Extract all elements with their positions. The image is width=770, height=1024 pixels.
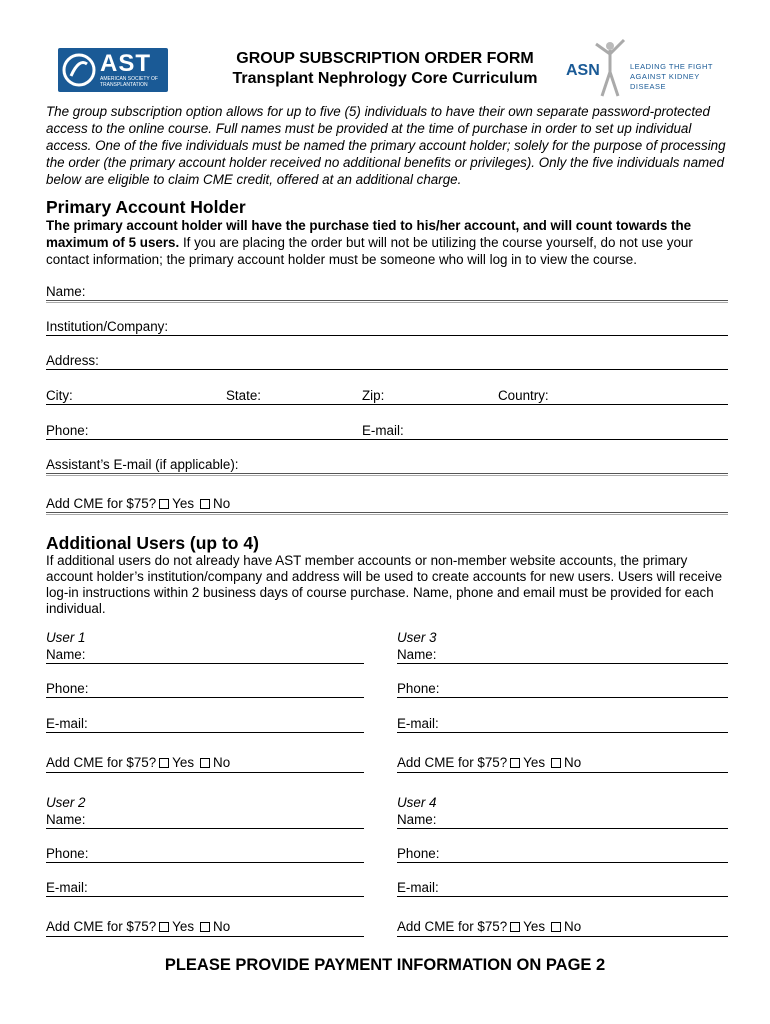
user-2-name-label: Name:	[46, 812, 86, 827]
user-3-label: User 3	[397, 630, 437, 645]
address-label: Address:	[46, 353, 99, 368]
email-label: E-mail:	[362, 423, 404, 438]
additional-section-title: Additional Users (up to 4)	[46, 533, 259, 553]
user-2-email-label: E-mail:	[46, 880, 88, 895]
asn-logo-text: ASN	[566, 62, 600, 79]
phone-label: Phone:	[46, 423, 89, 438]
name-field[interactable]	[46, 300, 728, 301]
primary-cme-option: Add CME for $75? Yes No	[46, 496, 231, 511]
ast-logo-subtext: AMERICAN SOCIETY OF TRANSPLANTATION	[100, 76, 158, 88]
ast-logo-text: AST	[100, 50, 151, 77]
user-4-cme-option: Add CME for $75? Yes No	[397, 919, 582, 934]
user-3-name-label: Name:	[397, 647, 437, 662]
user-2-phone-field[interactable]	[46, 862, 364, 863]
primary-cme-line	[46, 512, 728, 513]
ast-emblem-icon	[62, 52, 96, 88]
user-1-name-label: Name:	[46, 647, 86, 662]
user-4-cme-yes-checkbox[interactable]	[510, 922, 520, 932]
primary-cme-no-checkbox[interactable]	[200, 499, 210, 509]
user-1-cme-no-checkbox[interactable]	[200, 758, 210, 768]
user-4-phone-field[interactable]	[397, 862, 728, 863]
zip-label: Zip:	[362, 388, 385, 403]
user-3-name-field[interactable]	[397, 663, 728, 664]
form-title: GROUP SUBSCRIPTION ORDER FORM	[236, 50, 534, 67]
name-label: Name:	[46, 284, 86, 299]
assistant-email-label: Assistant’s E-mail (if applicable):	[46, 457, 239, 472]
intro-paragraph: The group subscription option allows for up to five (5) individuals to have their own separate password-protected access to the online course. Full names must be provided at the time of purchase in order to set up individual access. One of the five individuals must be named the primary account holder; solely for the purpose of processing the order (the primary account holder received no additional benefits or privileges). Only the five individuals named below are eligible to claim CME credit, offered at an additional charge.	[46, 104, 726, 187]
form-subtitle: Transplant Nephrology Core Curriculum	[232, 70, 538, 87]
user-4-email-field[interactable]	[397, 896, 728, 897]
state-label: State:	[226, 388, 261, 403]
ast-logo	[58, 48, 168, 92]
user-1-email-label: E-mail:	[46, 716, 88, 731]
user-3-phone-label: Phone:	[397, 681, 440, 696]
user-1-phone-label: Phone:	[46, 681, 89, 696]
user-2-cme-yes-checkbox[interactable]	[159, 922, 169, 932]
user-1-cme-option: Add CME for $75? Yes No	[46, 755, 231, 770]
user-1-phone-field[interactable]	[46, 697, 364, 698]
asn-tagline: LEADING THE FIGHT AGAINST KIDNEY DISEASE	[630, 62, 713, 91]
user-1-email-field[interactable]	[46, 732, 364, 733]
user-4-cme-no-checkbox[interactable]	[551, 922, 561, 932]
user-3-cme-option: Add CME for $75? Yes No	[397, 755, 582, 770]
user-2-phone-label: Phone:	[46, 846, 89, 861]
user-3-phone-field[interactable]	[397, 697, 728, 698]
user-3-email-field[interactable]	[397, 732, 728, 733]
address-field[interactable]	[46, 369, 728, 370]
user-4-name-field[interactable]	[397, 828, 728, 829]
user-4-cme-line	[397, 936, 728, 937]
institution-label: Institution/Company:	[46, 319, 169, 334]
footer-notice: PLEASE PROVIDE PAYMENT INFORMATION ON PAGE 2	[164, 956, 606, 974]
user-4-email-label: E-mail:	[397, 880, 439, 895]
user-1-cme-yes-checkbox[interactable]	[159, 758, 169, 768]
user-2-cme-no-checkbox[interactable]	[200, 922, 210, 932]
institution-field[interactable]	[46, 335, 728, 336]
user-3-cme-no-checkbox[interactable]	[551, 758, 561, 768]
user-3-cme-line	[397, 772, 728, 773]
user-1-cme-line	[46, 772, 364, 773]
user-4-phone-label: Phone:	[397, 846, 440, 861]
additional-section-description: If additional users do not already have AST member accounts or non-member website accounts, the primary account holder’s institution/company and address will be used to create accounts for new users. Users will receive log-in instructions within 2 business days of course purchase. Name, phone and email must be provided for each individual.	[46, 553, 723, 616]
city-state-zip-country-field[interactable]	[46, 404, 728, 405]
user-4-name-label: Name:	[397, 812, 437, 827]
user-2-cme-line	[46, 936, 364, 937]
phone-email-field[interactable]	[46, 439, 728, 440]
user-3-cme-yes-checkbox[interactable]	[510, 758, 520, 768]
user-4-label: User 4	[397, 795, 437, 810]
primary-cme-yes-checkbox[interactable]	[159, 499, 169, 509]
asn-logo	[566, 34, 736, 98]
country-label: Country:	[498, 388, 549, 403]
primary-section-title: Primary Account Holder	[46, 197, 246, 217]
user-2-name-field[interactable]	[46, 828, 364, 829]
user-3-email-label: E-mail:	[397, 716, 439, 731]
user-2-label: User 2	[46, 795, 86, 810]
user-2-cme-option: Add CME for $75? Yes No	[46, 919, 231, 934]
user-2-email-field[interactable]	[46, 896, 364, 897]
user-1-label: User 1	[46, 630, 86, 645]
primary-section-description: The primary account holder will have the purchase tied to his/her account, and will count towards the maximum of 5 users. If you are placing the order but will not be utilizing the course yourself, do not use your contact information; the primary account holder must be someone who will log in to view the course.	[46, 218, 693, 267]
city-label: City:	[46, 388, 73, 403]
assistant-email-field[interactable]	[46, 473, 728, 474]
user-1-name-field[interactable]	[46, 663, 364, 664]
